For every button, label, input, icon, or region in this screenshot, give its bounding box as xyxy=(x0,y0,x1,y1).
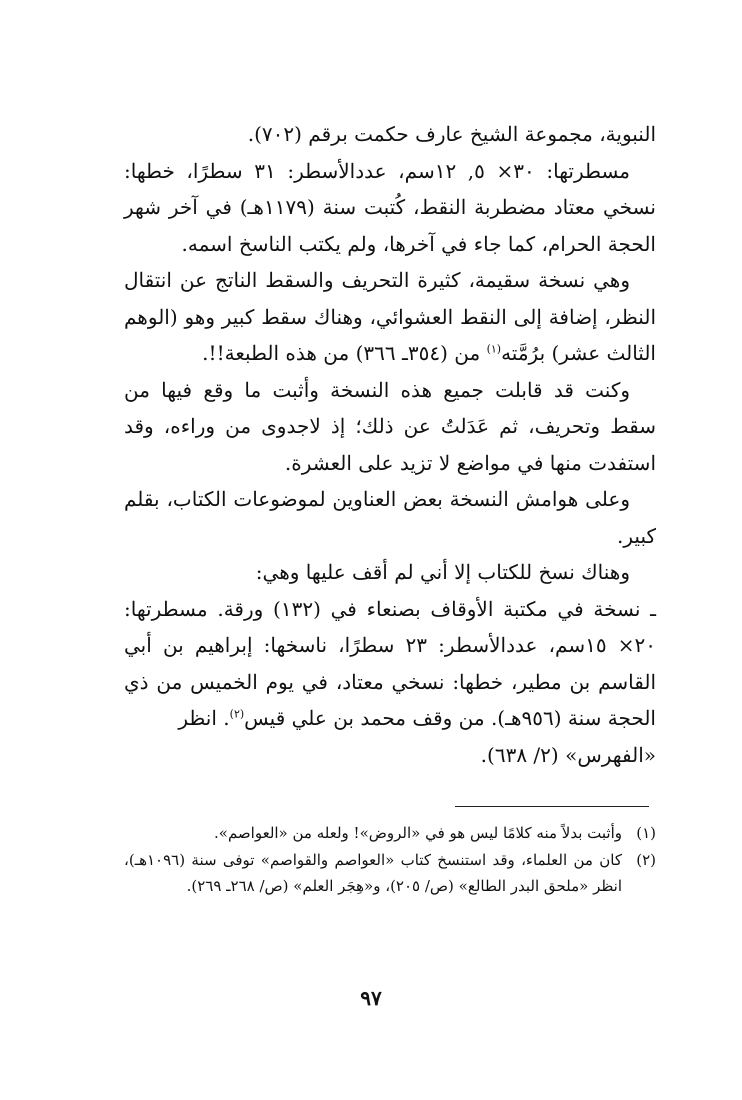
footnote-separator xyxy=(455,806,649,807)
footnote-ref-2[interactable]: (٢) xyxy=(229,707,245,721)
paragraph-manuscript-quality-tail: من (٣٥٤ـ ٣٦٦) من هذه الطبعة!!. xyxy=(202,341,487,365)
paragraph-collection-ref: النبوية، مجموعة الشيخ عارف حكمت برقم (٧٠٢). xyxy=(247,122,656,146)
paragraph-sanaa-copy-tail: . انظر xyxy=(178,706,230,730)
paragraph-sanaa-copy xyxy=(124,591,656,737)
paragraph-manuscript-quality-text: وهي نسخة سقيمة، كثيرة التحريف والسقط الناتج عن انتقال النظر، إضافة إلى النقط العشوائي، وهناك سقط كبير وهو (الوهم الثالث عشر) برُمَّته xyxy=(124,268,656,365)
footnote-1 xyxy=(124,820,656,846)
footnote-number: (٢) xyxy=(636,851,656,869)
footnote-2 xyxy=(124,847,656,899)
paragraph-sanaa-copy-text: ـ نسخة في مكتبة الأوقاف بصنعاء في (١٣٢) ورقة. مسطرتها: ٢٠× ١٥سم، عددالأسطر: ٢٣ سطرًا، ناسخها: إبراهيم بن أبي القاسم بن مطير، خطها: نسخي معتاد، في يوم الخميس من ذي الحجة سنة (٩٥٦هـ). من وقف محمد بن علي قيس xyxy=(124,596,657,730)
paragraph-manuscript-quality xyxy=(124,262,656,372)
paragraph-collation-note: وكنت قد قابلت جميع هذه النسخة وأثبت ما وقع فيها من سقط وتحريف، ثم عَدَلتُ عن ذلك؛ إذ لاجدوى من وراءه، وقد استفدت منها في مواضع لا تزيد على العشرة. xyxy=(124,377,656,475)
page-number: ٩٧ xyxy=(360,986,382,1010)
paragraph-index-ref: «الفهرس» (٢/ ٦٣٨). xyxy=(480,742,656,767)
footnote-ref-1[interactable]: (١) xyxy=(486,342,502,356)
footnotes-section xyxy=(124,820,656,900)
footnote-number: (١) xyxy=(636,824,656,842)
paragraph-other-copies-intro: وهناك نسخ للكتاب إلا أني لم أقف عليها وهي: xyxy=(255,560,630,584)
paragraph-margin-headings: وعلى هوامش النسخة بعض العناوين لموضوعات الكتاب، بقلم كبير. xyxy=(124,487,656,548)
main-text xyxy=(124,116,656,773)
footnote-text: كان من العلماء، وقد استنسخ كتاب «العواصم والقواصم» توفى سنة (١٠٩٦هـ)، انظر «ملحق البدر الطالع» (ص/ ٢٠٥)، و«هِجَر العلم» (ص/ ٢٦٨ـ ٢٦٩). xyxy=(124,851,622,895)
paragraph-manuscript-description: مسطرتها: ٣٠× ٥, ١٢سم، عددالأسطر: ٣١ سطرًا، خطها: نسخي معتاد مضطربة النقط، كُتبت سنة (١١٧٩هـ) في آخر شهر الحجة الحرام، كما جاء في آخرها، ولم يكتب الناسخ اسمه. xyxy=(124,158,657,256)
footnote-text: وأثبت بدلاً منه كلامًا ليس هو في «الروض»! ولعله من «العواصم». xyxy=(214,824,622,842)
